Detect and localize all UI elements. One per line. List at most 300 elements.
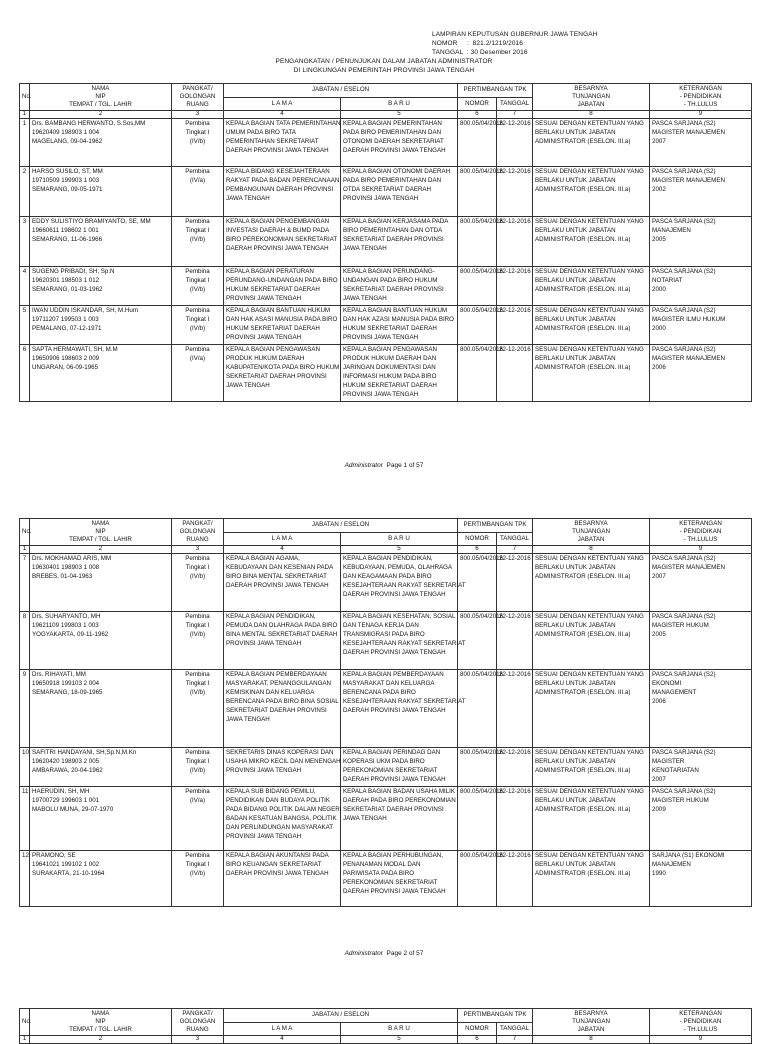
old-position-line: DAERAH PROVINSI JAWA TENGAH [226, 244, 329, 252]
new-position-line: KESEJAHTERAAN RAKYAT SEKRETARIAT [343, 639, 466, 647]
education-note-line: 2007 [652, 137, 666, 145]
tpk-number: 800.05/04/2016 [458, 167, 497, 217]
tpk-number: 800.05/04/2016 [458, 850, 497, 906]
old-position-line: PROVINSI JAWA TENGAH [226, 639, 302, 647]
old-position-line: KABUPATEN/KOTA PADA BIRO HUKUM [226, 363, 340, 371]
allowance-line: ADMINISTRATOR (ESELON. III.a) [535, 805, 631, 813]
allowance [533, 217, 650, 267]
new-position-line: KEPALA BAGIAN PENDIDIKAN, [343, 555, 433, 562]
allowance [533, 850, 650, 906]
row-number: 6 [20, 344, 30, 401]
employee-identity-line: SAFITRI HANDAYANI, SH,Sp.N,M.Kn [32, 749, 137, 756]
education-note [650, 748, 752, 787]
allowance-line: SESUAI DENGAN KETENTUAN YANG [535, 671, 644, 678]
education-note-line: MAGISTER MANAJEMEN [652, 563, 725, 571]
col-header-pangkat-line: GOLONGAN [179, 1018, 216, 1026]
document-title-line-1: PENGANGKATAN / PENUNJUKAN DALAM JABATAN ADMINISTRATOR [275, 58, 493, 65]
tpk-number: 800.05/04/2016 [458, 305, 497, 344]
new-position-line: PROVINSI JAWA TENGAH [343, 333, 419, 341]
rank-grade-line: Pembina [185, 345, 210, 353]
allowance-line: SESUAI DENGAN KETENTUAN YANG [535, 555, 644, 562]
col-header-keterangan-line: KETERANGAN [679, 520, 722, 527]
col-header-keterangan [650, 84, 752, 111]
new-position [341, 554, 466, 612]
allowance-line: BERLAKU UNTUK JABATAN [535, 621, 616, 629]
allowance-line: BERLAKU UNTUK JABATAN [535, 176, 616, 184]
col-header-pangkat-line: PANGKAT/ [182, 85, 213, 92]
allowance-line: SESUAI DENGAN KETENTUAN YANG [535, 168, 644, 175]
decree-header-line: TANGGAL : 30 Desember 2016 [432, 49, 528, 56]
allowance [533, 167, 650, 217]
old-position-line: PENDIDIKAN DAN BUDAYA POLITIK [226, 796, 330, 804]
education-note-line: EKONOMI [652, 679, 682, 687]
row-number: 5 [20, 305, 30, 344]
col-header-keterangan-line: - TH.LULUS [683, 1026, 718, 1034]
new-position-line: KEPALA BAGIAN PENGAWASAN [343, 345, 437, 353]
col-header-nama-line: NAMA [91, 85, 110, 92]
tpk-date: 22-12-2016 [497, 554, 533, 612]
rank-grade-line: Tingkat I [185, 276, 210, 284]
col-header-jabatan: JABATAN / ESELON [224, 519, 458, 533]
col-header-tunjangan-line: TUNJANGAN [572, 93, 610, 101]
col-number: 3 [172, 546, 224, 554]
new-position-line: DAN TENAGA KERJA DAN [343, 621, 419, 629]
education-note-line: MANAJEMEN [652, 860, 691, 868]
col-number: 8 [533, 111, 650, 119]
employee-identity [30, 670, 172, 748]
education-note [650, 217, 752, 267]
old-position-line: BINA MENTAL SEKRETARIAT DAERAH [226, 630, 338, 638]
education-note-line: 2005 [652, 630, 666, 638]
new-position-line: PADA BIRO PEMERINTAHAN DAN [343, 176, 442, 184]
new-position-line: PENANAMAN MODAL DAN [343, 860, 421, 868]
education-note [650, 344, 752, 401]
rank-grade [172, 554, 224, 612]
col-number: 9 [650, 111, 752, 119]
new-position-line: HUKUM SEKRETARIAT DAERAH [343, 324, 437, 332]
allowance-line: SESUAI DENGAN KETENTUAN YANG [535, 268, 644, 275]
new-position-line: KEPALA BAGIAN PERINDAG DAN [343, 749, 441, 756]
col-number: 8 [533, 1036, 650, 1044]
row-number: 3 [20, 217, 30, 267]
allowance-line: BERLAKU UNTUK JABATAN [535, 226, 616, 234]
employee-identity-line: 19650906 198603 2 009 [32, 354, 100, 362]
allowance-line: BERLAKU UNTUK JABATAN [535, 128, 616, 136]
tpk-number: 800.05/04/2016 [458, 786, 497, 850]
col-header-lama: L A M A [224, 1022, 341, 1036]
new-position-line: KEPALA BAGIAN KERJASAMA PADA [343, 218, 449, 225]
new-position-line: PADA BIRO PEMERINTAHAN DAN [343, 128, 442, 136]
employee-identity [30, 305, 172, 344]
col-header-nama [30, 519, 172, 546]
allowance-line: BERLAKU UNTUK JABATAN [535, 679, 616, 687]
col-header-tunjangan-line: TUNJANGAN [572, 1018, 610, 1026]
old-position-line: SEKRETARIAT DAERAH PROVINSI [226, 372, 327, 380]
education-note-line: MAGISTER [652, 757, 685, 765]
new-position [341, 748, 458, 787]
employee-identity-line: MAGELANG, 09-04-1962 [32, 137, 103, 145]
allowance-line: ADMINISTRATOR (ESELON. III.a) [535, 235, 631, 243]
rank-grade [172, 167, 224, 217]
education-note [650, 786, 752, 850]
page-footer-2 [0, 950, 768, 957]
col-header-keterangan-line: KETERANGAN [679, 1010, 722, 1017]
old-position-line: PEMUDA DAN OLAHRAGA PADA BIRO [226, 621, 338, 629]
row-number: 7 [20, 554, 30, 612]
footer-label: Administrator [344, 462, 383, 469]
table-row [20, 217, 752, 267]
rank-grade-line: Pembina [185, 120, 210, 127]
col-header-tunjangan [533, 519, 650, 546]
col-header-pangkat-line: GOLONGAN [179, 528, 216, 536]
tpk-number: 800.05/04/2016 [458, 612, 497, 670]
footer-page-number: Page 2 of 57 [386, 950, 424, 957]
rank-grade-line: Pembina [185, 306, 210, 314]
employee-identity [30, 748, 172, 787]
allowance-line: BERLAKU UNTUK JABATAN [535, 860, 616, 868]
col-header-lama: L A M A [224, 532, 341, 546]
col-header-keterangan [650, 1009, 752, 1036]
col-header-lama: L A M A [224, 97, 341, 111]
employee-identity-line: 19700729 199603 1 001 [32, 796, 100, 804]
rank-grade-line: (IV/b) [189, 869, 206, 877]
education-note-line: 1990 [652, 869, 666, 877]
new-position-line: PRODUK HUKUM DAERAH DAN [343, 354, 437, 362]
allowance-line: SESUAI DENGAN KETENTUAN YANG [535, 851, 644, 859]
col-header-jabatan: JABATAN / ESELON [224, 84, 458, 98]
col-header-keterangan-line: KETERANGAN [679, 85, 722, 92]
old-position-line: HUKUM SEKRETARIAT DAERAH [226, 324, 320, 332]
rank-grade-line: Tingkat I [185, 860, 210, 868]
appointment-table-page-1 [19, 83, 752, 402]
tpk-date: 22-12-2016 [497, 612, 533, 670]
rank-grade [172, 119, 224, 167]
rank-grade [172, 612, 224, 670]
employee-identity-line: SEMARANG, 01-03-1962 [32, 285, 103, 293]
appointment-table-page-3-header [19, 1008, 752, 1044]
education-note-line: PASCA SARJANA (S2) [652, 218, 716, 225]
employee-identity-line: 19620420 198903 2 005 [32, 757, 100, 765]
employee-identity-line: 19641021 199102 1 002 [32, 860, 100, 868]
rank-grade-line: (IV/b) [189, 137, 206, 145]
new-position-line: DAERAH PROVINSI JAWA TENGAH [343, 648, 446, 656]
rank-grade [172, 670, 224, 748]
education-note-line: NOTARIAT [652, 276, 683, 284]
employee-identity [30, 612, 172, 670]
tpk-date: 22-12-2016 [497, 267, 533, 306]
employee-identity [30, 554, 172, 612]
employee-identity-line: IWAN UDDIN ISKANDAR, SH, M.Hum [32, 306, 138, 314]
education-note-line: SARJANA (S1) EKONOMI [652, 851, 725, 859]
education-note-line: PASCA SARJANA (S2) [652, 555, 716, 562]
new-position [341, 786, 458, 850]
employee-identity-line: PRAMONO, SE [32, 851, 76, 859]
row-number: 11 [20, 786, 30, 850]
new-position-line: KEPALA BAGIAN BANTUAN HUKUM [343, 306, 448, 314]
employee-identity-line: SUGENG PRIBADI, SH, Sp.N [32, 268, 115, 275]
col-header-tpk: PERTIMBANGAN TPK [458, 1009, 533, 1023]
old-position-line: INVESTASI DAERAH & BUMD PADA [226, 226, 330, 234]
allowance-line: BERLAKU UNTUK JABATAN [535, 757, 616, 765]
col-header-nama-line: NIP [95, 93, 106, 101]
old-position [224, 167, 341, 217]
rank-grade [172, 786, 224, 850]
education-note-line: MANAGEMENT [652, 688, 697, 696]
employee-identity-line: 19620409 198903 1 004 [32, 128, 100, 136]
employee-identity-line: SURAKARTA, 21-10-1964 [32, 869, 105, 877]
col-number: 4 [224, 111, 341, 119]
new-position-line: SEKRETARIAT DAERAH PROVINSI [343, 285, 444, 293]
new-position [341, 119, 458, 167]
table-row [20, 670, 752, 748]
col-number: 6 [458, 546, 497, 554]
col-number: 6 [458, 1036, 497, 1044]
employee-identity-line: EDDY SULISTIYO BRAMIYANTO, SE, MM [32, 218, 151, 225]
col-number: 8 [533, 546, 650, 554]
old-position [224, 670, 341, 748]
employee-identity-line: YOGYAKARTA, 09-11-1962 [32, 630, 109, 638]
decree-header-line: LAMPIRAN KEPUTUSAN GUBERNUR JAWA TENGAH [432, 31, 598, 38]
allowance-line: BERLAKU UNTUK JABATAN [535, 276, 616, 284]
new-position-line: JAWA TENGAH [343, 244, 387, 252]
col-header-baru: B A R U [341, 1022, 458, 1036]
old-position [224, 612, 341, 670]
old-position-line: PEMBANGUNAN DAERAH PROVINSI [226, 185, 334, 193]
allowance [533, 119, 650, 167]
col-header-pangkat [172, 84, 224, 111]
old-position-line: HUKUM SEKRETARIAT DAERAH [226, 285, 320, 293]
old-position [224, 786, 341, 850]
old-position-line: BIRO KEUANGAN SEKRETARIAT [226, 860, 322, 868]
allowance-line: ADMINISTRATOR (ESELON. III.a) [535, 324, 631, 332]
col-header-nama [30, 1009, 172, 1036]
employee-identity-line: 19650918 199103 2 004 [32, 679, 100, 687]
new-position [341, 344, 458, 401]
new-position-line: PARIWISATA PADA BIRO [343, 869, 415, 877]
new-position [341, 267, 458, 306]
col-header-no: No. [20, 519, 30, 546]
col-number: 5 [341, 546, 458, 554]
row-number: 9 [20, 670, 30, 748]
old-position-line: KEPALA BAGIAN AKUNTANSI PADA [226, 851, 329, 859]
education-note-line: PASCA SARJANA (S2) [652, 787, 716, 795]
old-position-line: DAERAH PROVINSI JAWA TENGAH [226, 146, 329, 154]
table-row [20, 850, 752, 906]
education-note-line: PASCA SARJANA (S2) [652, 613, 716, 620]
old-position [224, 748, 341, 787]
employee-identity-line: 19630401 198903 1 008 [32, 563, 100, 571]
tpk-date: 22-12-2016 [497, 305, 533, 344]
col-header-keterangan-line: - TH.LULUS [683, 101, 718, 109]
employee-identity-line: Drs. SUHARYANTO, MH [32, 613, 101, 620]
col-header-tunjangan-line: JABATAN [577, 536, 605, 544]
col-header-pangkat [172, 519, 224, 546]
row-number: 12 [20, 850, 30, 906]
allowance-line: ADMINISTRATOR (ESELON. III.a) [535, 137, 631, 145]
tpk-date: 22-12-2016 [497, 344, 533, 401]
allowance [533, 786, 650, 850]
education-note-line: 2009 [652, 805, 666, 813]
education-note-line: 2007 [652, 572, 666, 580]
new-position-line: DAERAH PROVINSI JAWA TENGAH [343, 887, 446, 895]
education-note-line: MAGISTER MANAJEMEN [652, 128, 725, 136]
tpk-date: 22-12-2016 [497, 167, 533, 217]
col-header-pangkat-line: PANGKAT/ [182, 520, 213, 527]
education-note-line: PASCA SARJANA (S2) [652, 749, 716, 756]
col-header-tpk: PERTIMBANGAN TPK [458, 519, 533, 533]
rank-grade-line: Tingkat I [185, 563, 210, 571]
new-position-line: KEPALA BAGIAN OTONOMI DAERAH [343, 168, 451, 175]
col-number: 1 [20, 111, 30, 119]
new-position [341, 670, 466, 748]
col-number: 5 [341, 111, 458, 119]
allowance-line: ADMINISTRATOR (ESELON. III.a) [535, 363, 631, 371]
new-position-line: OTDA SEKRETARIAT DAERAH [343, 185, 432, 193]
col-header-no: No. [20, 84, 30, 111]
old-position [224, 554, 341, 612]
new-position-line: SEKRETARIAT DAERAH PROVINSI [343, 805, 444, 813]
old-position-line: USAHA MIKRO KECIL DAN MENENGAH [226, 757, 341, 765]
col-number: 4 [224, 546, 341, 554]
allowance-line: BERLAKU UNTUK JABATAN [535, 796, 616, 804]
old-position-line: KEBUDAYAAN DAN KESENIAN PADA [226, 563, 334, 571]
allowance [533, 670, 650, 748]
col-header-no: No. [20, 1009, 30, 1036]
col-number: 3 [172, 111, 224, 119]
allowance-line: ADMINISTRATOR (ESELON. III.a) [535, 285, 631, 293]
rank-grade-line: Tingkat I [185, 226, 210, 234]
rank-grade-line: Tingkat I [185, 315, 210, 323]
table-row [20, 748, 752, 787]
new-position-line: DAERAH PROVINSI JAWA TENGAH [343, 775, 446, 783]
footer-label: Administrator [344, 950, 383, 957]
old-position [224, 119, 341, 167]
new-position-line: JAWA TENGAH [343, 814, 387, 822]
col-header-nama-line: NAMA [91, 1010, 110, 1017]
allowance-line: BERLAKU UNTUK JABATAN [535, 563, 616, 571]
appointment-table-page-2 [19, 518, 752, 907]
old-position-line: KEPALA BAGIAN PEMBERDAYAAN [226, 671, 327, 678]
allowance-line: ADMINISTRATOR (ESELON. III.a) [535, 766, 631, 774]
col-header-tunjangan-line: BESARNYA [574, 85, 608, 92]
rank-grade-line: Pembina [185, 268, 210, 275]
old-position-line: JAWA TENGAH [226, 194, 270, 202]
old-position-line: KEPALA BAGIAN PERATURAN [226, 268, 314, 275]
tpk-date: 22-12-2016 [497, 850, 533, 906]
employee-identity-line: SEMARANG, 18-09-1965 [32, 688, 103, 696]
new-position-line: BIRO PEMERINTAHAN DAN OTDA [343, 226, 443, 234]
allowance [533, 554, 650, 612]
education-note-line: PASCA SARJANA (S2) [652, 306, 716, 314]
employee-identity-line: SEMARANG, 11-06-1966 [32, 235, 103, 243]
table-row [20, 344, 752, 401]
col-header-tunjangan [533, 1009, 650, 1036]
education-note-line: 2000 [652, 285, 666, 293]
new-position-line: KOPERASI UKM PADA BIRO [343, 757, 425, 765]
col-header-pangkat [172, 1009, 224, 1036]
col-header-nama-line: NIP [95, 1018, 106, 1026]
col-header-keterangan-line: - PENDIDIKAN [679, 528, 722, 536]
document-title-line-2: DI LINGKUNGAN PEMERINTAH PROVINSI JAWA TENGAH [293, 66, 475, 74]
education-note [650, 612, 752, 670]
old-position-line: MASYARAKAT, PENANGGULANGAN [226, 679, 331, 687]
new-position-line: KEPALA BAGIAN KESEHATAN, SOSIAL [343, 613, 456, 620]
old-position-line: PRODUK HUKUM DAERAH [226, 354, 305, 362]
col-header-keterangan-line: - PENDIDIKAN [679, 93, 722, 101]
education-note-line: PASCA SARJANA (S2) [652, 345, 716, 353]
old-position-line: KEPALA BAGIAN PENGEMBANGAN [226, 218, 330, 225]
education-note-line: 2006 [652, 697, 666, 705]
employee-identity-line: BREBES, 01-04-1963 [32, 572, 93, 580]
new-position-line: KESEJAHTERAAN RAKYAT SEKRETARIAT [343, 697, 466, 705]
old-position-line: PEMERINTAHAN SEKRETARIAT [226, 137, 319, 145]
education-note-line: PASCA SARJANA (S2) [652, 120, 716, 127]
new-position-line: DAERAH PROVINSI JAWA TENGAH [343, 146, 446, 154]
old-position-line: DAN HAK ASASI MANUSIA PADA BIRO [226, 315, 338, 323]
old-position-line: SEKRETARIS DINAS KOPERASI DAN [226, 749, 334, 756]
col-header-jabatan: JABATAN / ESELON [224, 1009, 458, 1023]
col-number: 4 [224, 1036, 341, 1044]
allowance-line: SESUAI DENGAN KETENTUAN YANG [535, 120, 644, 127]
employee-identity-line: PEMALANG, 07-12-1971 [32, 324, 102, 332]
col-number: 1 [20, 1036, 30, 1044]
education-note-line: MANAJEMEN [652, 226, 691, 234]
decree-header [432, 30, 597, 57]
allowance-line: ADMINISTRATOR (ESELON. III.a) [535, 869, 631, 877]
new-position [341, 850, 458, 906]
old-position-line: KEPALA BAGIAN TATA PEMERINTAHAN [226, 120, 341, 127]
allowance-line: ADMINISTRATOR (ESELON. III.a) [535, 688, 631, 696]
new-position-line: PEREKONOMIAN SEKRETARIAT [343, 766, 438, 774]
education-note-line: PASCA SARJANA (S2) [652, 168, 716, 175]
tpk-number: 800.05/04/2016 [458, 217, 497, 267]
employee-identity [30, 344, 172, 401]
col-number: 2 [30, 546, 172, 554]
old-position-line: SEKRETARIAT DAERAH PROVINSI [226, 706, 327, 714]
col-header-pangkat-line: RUANG [186, 1026, 209, 1034]
employee-identity-line: AMBARAWA, 20-04-1962 [32, 766, 103, 774]
allowance-line: SESUAI DENGAN KETENTUAN YANG [535, 749, 644, 756]
table-row [20, 119, 752, 167]
row-number: 4 [20, 267, 30, 306]
tpk-date: 22-12-2016 [497, 670, 533, 748]
rank-grade-line: Pembina [185, 749, 210, 756]
education-note [650, 119, 752, 167]
rank-grade [172, 267, 224, 306]
table-row [20, 554, 752, 612]
col-header-nama-line: NAMA [91, 520, 110, 527]
employee-identity-line: 19620301 198503 1 012 [32, 276, 100, 284]
education-note-line: MAGISTER HUKUM [652, 621, 709, 629]
old-position-line: BIRO PEREKONOMIAN SEKRETARIAT [226, 235, 338, 243]
old-position-line: PERUNDANG-UNDANGAN PADA BIRO [226, 276, 338, 284]
rank-grade [172, 850, 224, 906]
rank-grade-line: (IV/b) [189, 285, 206, 293]
page-footer-1 [0, 462, 768, 469]
row-number: 1 [20, 119, 30, 167]
new-position-line: DAERAH PADA BIRO PEREKONOMIAN [343, 796, 456, 804]
allowance-line: BERLAKU UNTUK JABATAN [535, 354, 616, 362]
education-note [650, 305, 752, 344]
rank-grade-line: Tingkat I [185, 621, 210, 629]
col-header-keterangan-line: - PENDIDIKAN [679, 1018, 722, 1026]
new-position [341, 305, 458, 344]
col-header-nama-line: TEMPAT / TGL. LAHIR [69, 1026, 132, 1034]
employee-identity-line: HAERUDIN, SH, MH [32, 787, 90, 795]
old-position-line: DAN PERLINDUNGAN MASYARAKAT [226, 823, 334, 831]
rank-grade-line: Pembina [185, 671, 210, 678]
old-position-line: JAWA TENGAH [226, 715, 270, 723]
